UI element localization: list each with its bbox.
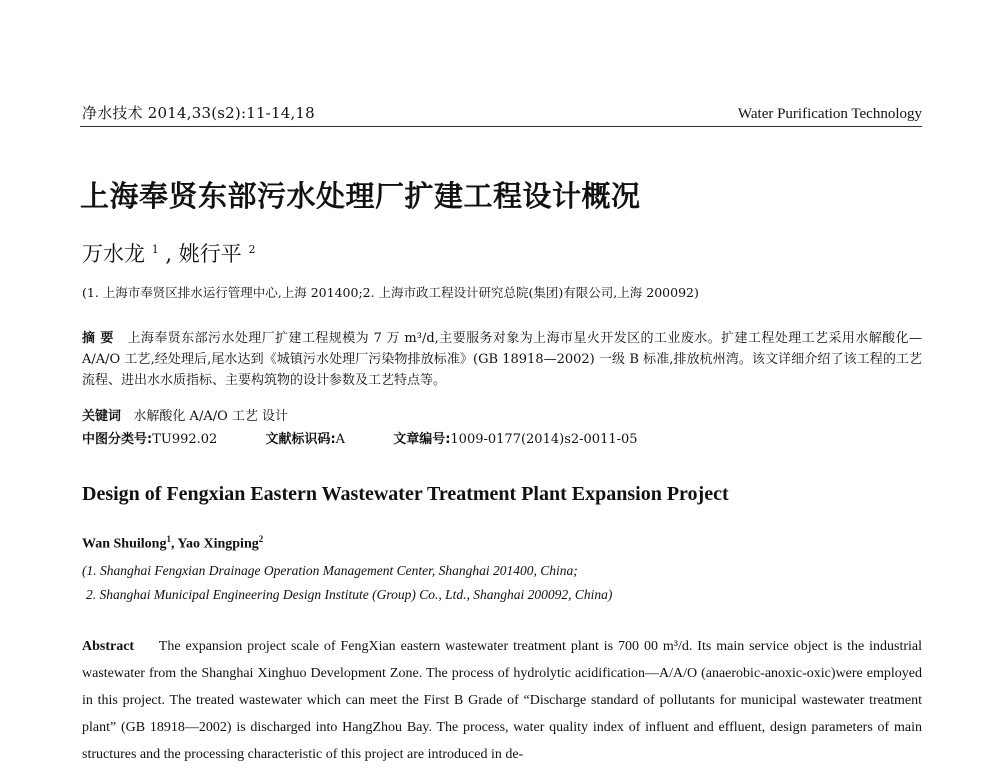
author-affil-mark: 2 [248, 243, 256, 256]
journal-header: 净水技术 2014,33(s2):11-14,18 [82, 104, 315, 122]
keywords-list: 水解酸化 A/A/O 工艺 设计 [133, 409, 289, 424]
author-separator: , [165, 242, 173, 266]
abstract-text: The expansion project scale of FengXian eastern wastewater treatment plant is 700 00 m³/d. Its main service object is the industrial wastewater from the Shanghai Xinghuo Development Zone. The process of hydrolytic acidification—A/A/O (anaerobic-anoxic-oxic)were employed in this project. The treated wastewater which can meet the First B Grade of “Discharge standard of pollutants for municipal wastewater treatment plant” (GB 18918—2002) is discharged into HangZhou Bay. The process, water quality index of influent and effluent, design parameters of main structures and the processing characteristic of this project are introduced in de- [82, 639, 923, 762]
english-title: Design of Fengxian Eastern Wastewater Treatment Plant Expansion Project [82, 483, 729, 505]
author-affil-mark: 2 [258, 534, 264, 544]
author-name: Yao Xingping [177, 536, 259, 552]
keywords-label: 关键词 [82, 409, 122, 424]
keywords [82, 405, 288, 424]
english-affiliation-2: 2. Shanghai Municipal Engineering Design Institute (Group) Co., Ltd., Shanghai 200092, China) [86, 587, 613, 602]
abstract-label: 摘 要 [82, 331, 114, 346]
affiliation: (1. 上海市奉贤区排水运行管理中心,上海 201400;2. 上海市政工程设计研究总院(集团)有限公司,上海 200092) [82, 285, 699, 300]
author-affil-mark: 1 [166, 534, 171, 544]
english-author-line [82, 534, 263, 553]
author-separator: , [170, 536, 178, 552]
article-number: 文章编号:1009-0177(2014)s2-0011-05 [393, 432, 638, 447]
document-code: 文献标识码:A [265, 432, 346, 447]
author-affil-mark: 1 [151, 243, 159, 256]
paper-title: 上海奉贤东部污水处理厂扩建工程设计概况 [80, 179, 641, 213]
abstract-text: 上海奉贤东部污水处理厂扩建工程规模为 7 万 m³/d,主要服务对象为上海市星火开发区的工业废水。扩建工程处理工艺采用水解酸化—A/A/O 工艺,经处理后,尾水达到《城镇污水处理厂污染物排放标准》(GB 18918—2002) 一级 B 标准,排放杭州湾。该文详细介绍了该工程的工艺流程、进出水水质指标、主要构筑物的设计参数及工艺特点等。 [82, 331, 922, 388]
header-rule [80, 126, 922, 127]
abstract-english [82, 633, 922, 768]
author-name: Wan Shuilong [82, 536, 167, 552]
author-line [82, 238, 255, 268]
author-name: 姚行平 [178, 242, 242, 266]
clc-number: 中图分类号:TU992.02 [82, 432, 218, 447]
english-affiliation-1: (1. Shanghai Fengxian Drainage Operation Management Center, Shanghai 201400, China; [82, 563, 578, 578]
abstract-chinese [82, 328, 922, 391]
author-name: 万水龙 [82, 242, 145, 266]
abstract-label: Abstract [82, 639, 135, 654]
journal-header-english: Water Purification Technology [737, 106, 922, 122]
classification-line [82, 428, 682, 447]
